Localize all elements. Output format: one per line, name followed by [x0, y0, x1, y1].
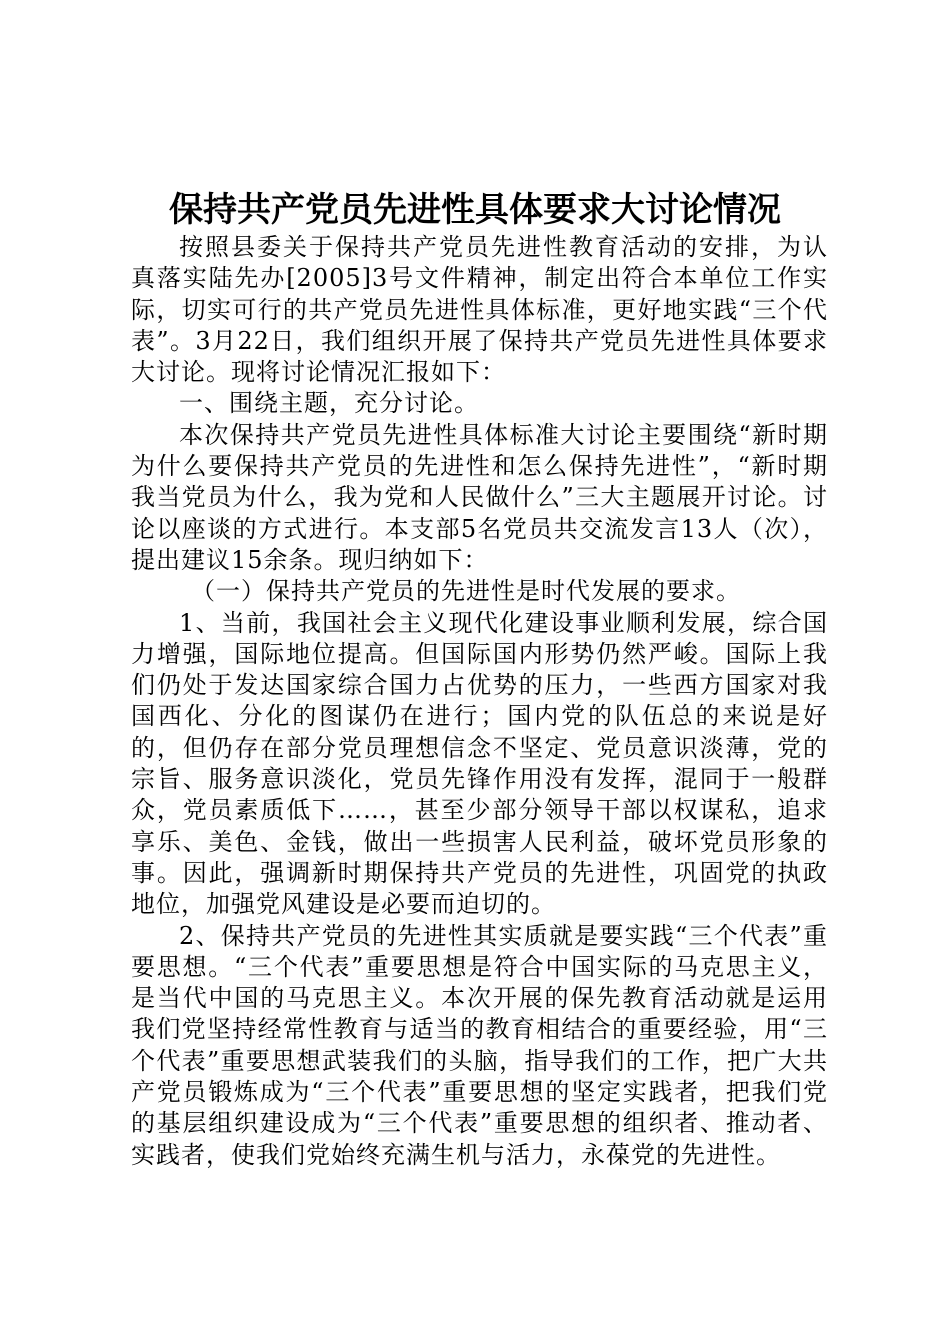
subsection-heading-1: （一）保持共产党员的先进性是时代发展的要求。: [191, 577, 741, 606]
document-title: 保持共产党员先进性具体要求大讨论情况: [169, 190, 781, 230]
section-heading-1: 一、围绕主题，充分讨论。: [179, 389, 479, 418]
paragraph-point-1: 1、当前，我国社会主义现代化建设事业顺利发展，综合国力增强，国际地位提高。但国际国内形势仍然严峻。国际上我们仍处于发达国家综合国力占优势的压力，一些西方国家对我国西化、分化的图谋仍在进行；国内党的队伍总的来说是好的，但仍存在部分党员理想信念不坚定、党员意识淡薄，党的宗旨、服务意识淡化，党员先锋作用没有发挥，混同于一般群众，党员素质低下……，甚至少部分领导干部以权谋私，追求享乐、美色、金钱，做出一些损害人民利益，破坏党员形象的事。因此，强调新时期保持共产党员的先进性，巩固党的执政地位，加强党风建设是必要而迫切的。: [131, 608, 828, 919]
document-body: [131, 232, 828, 1171]
paragraph-discussion: 本次保持共产党员先进性具体标准大讨论主要围绕“新时期为什么要保持共产党员的先进性和怎么保持先进性”，“新时期我当党员为什么，我为党和人民做什么”三大主题展开讨论。讨论以座谈的方式进行。本支部5名党员共交流发言13人（次），提出建议15余条。现归纳如下：: [131, 420, 828, 574]
paragraph-point-2: 2、保持共产党员的先进性其实质就是要实践“三个代表”重要思想。“三个代表”重要思想是符合中国实际的马克思主义，是当代中国的马克思主义。本次开展的保先教育活动就是运用我们党坚持经常性教育与适当的教育相结合的重要经验，用“三个代表”重要思想武装我们的头脑，指导我们的工作，把广大共产党员锻炼成为“三个代表”重要思想的坚定实践者，把我们党的基层组织建设成为“三个代表”重要思想的组织者、推动者、实践者，使我们党始终充满生机与活力，永葆党的先进性。: [131, 921, 828, 1169]
paragraph-intro: 按照县委关于保持共产党员先进性教育活动的安排，为认真落实陆先办[2005]3号文件精神，制定出符合本单位工作实际，切实可行的共产党员先进性具体标准，更好地实践“三个代表”。3月22日，我们组织开展了保持共产党员先进性具体要求大讨论。现将讨论情况汇报如下：: [131, 233, 828, 387]
